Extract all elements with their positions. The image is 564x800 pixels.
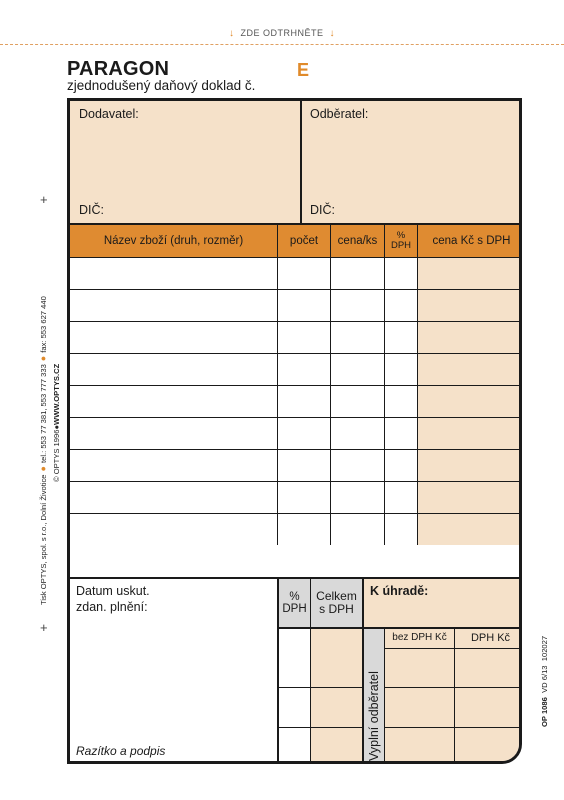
item-name-cell[interactable] <box>70 257 277 289</box>
to-pay-label: K úhradě: <box>370 584 429 598</box>
footer-vat-rate-column <box>277 627 310 764</box>
product-version: VD 6/13 <box>540 665 549 693</box>
item-name-cell[interactable] <box>70 289 277 321</box>
customer-fill-strip <box>362 627 384 764</box>
unit-price-cell[interactable] <box>330 289 384 321</box>
quantity-cell[interactable] <box>277 257 330 289</box>
vat-rate-cell[interactable] <box>384 449 417 481</box>
table-row <box>70 321 522 353</box>
item-name-cell[interactable] <box>70 417 277 449</box>
price-with-vat-cell[interactable] <box>417 385 522 417</box>
vat-rate-cell[interactable] <box>384 353 417 385</box>
quantity-cell[interactable] <box>277 385 330 417</box>
tear-off-label <box>0 28 564 39</box>
vat-rate-cell[interactable] <box>384 289 417 321</box>
column-header-quantity: počet <box>277 225 330 257</box>
customer-tax-label: DIČ: <box>310 203 335 217</box>
footer-total-column[interactable] <box>310 627 362 764</box>
customer-fill-label: Vyplní odběratel <box>367 671 381 761</box>
vat-rate-cell[interactable] <box>384 417 417 449</box>
receipt-form <box>67 98 522 764</box>
product-code <box>540 567 552 727</box>
unit-price-cell[interactable] <box>330 385 384 417</box>
supplier-box[interactable] <box>70 101 302 225</box>
unit-price-cell[interactable] <box>330 417 384 449</box>
vat-rate-cell[interactable] <box>384 481 417 513</box>
items-table-body <box>70 257 522 577</box>
table-row <box>70 513 522 545</box>
series-letter: E <box>297 60 310 80</box>
table-row <box>70 353 522 385</box>
printer-phone: tel.: 553 77 381, 553 777 333 <box>39 364 48 464</box>
vat-amount-header: DPH Kč <box>455 629 522 649</box>
price-with-vat-cell[interactable] <box>417 353 522 385</box>
printer-name: Tisk OPTYS, spol. s r.o., Dolní Životice <box>39 474 48 605</box>
price-with-vat-cell[interactable] <box>417 417 522 449</box>
arrow-down-icon: ↓ <box>329 28 335 39</box>
unit-price-cell[interactable] <box>330 321 384 353</box>
price-with-vat-cell[interactable] <box>417 321 522 353</box>
item-name-cell[interactable] <box>70 449 277 481</box>
item-name-cell[interactable] <box>70 353 277 385</box>
item-name-cell[interactable] <box>70 481 277 513</box>
supplier-label: Dodavatel: <box>79 107 139 121</box>
registration-mark: + <box>40 192 48 207</box>
quantity-cell[interactable] <box>277 321 330 353</box>
date-stamp-box[interactable] <box>70 577 277 764</box>
item-name-cell[interactable] <box>70 385 277 417</box>
quantity-cell[interactable] <box>277 513 330 545</box>
vat-rate-cell[interactable] <box>384 321 417 353</box>
column-header-vat-rate: % DPH <box>384 225 417 257</box>
customer-label: Odběratel: <box>310 107 369 121</box>
stamp-label: Razítko a podpis <box>76 744 166 758</box>
unit-price-cell[interactable] <box>330 481 384 513</box>
footer-total-header: Celkem s DPH <box>310 577 362 627</box>
table-row <box>70 449 522 481</box>
table-row <box>70 417 522 449</box>
table-row <box>70 289 522 321</box>
unit-price-cell[interactable] <box>330 257 384 289</box>
table-row <box>70 481 522 513</box>
unit-price-cell[interactable] <box>330 449 384 481</box>
footer-vat-rate-header: % DPH <box>277 577 310 627</box>
price-with-vat-cell[interactable] <box>417 481 522 513</box>
footer-vat-amount-column[interactable] <box>454 627 522 764</box>
tear-off-text: ZDE ODTRHNĚTE <box>240 28 324 38</box>
unit-price-cell[interactable] <box>330 513 384 545</box>
registration-mark: + <box>40 620 48 635</box>
price-with-vat-cell[interactable] <box>417 449 522 481</box>
printer-fax: fax: 553 627 440 <box>39 296 48 353</box>
tear-off-line <box>0 44 564 45</box>
product-number: 102027 <box>540 635 549 662</box>
quantity-cell[interactable] <box>277 449 330 481</box>
side-imprint-web: © OPTYS 1996●WWW.OPTYS.CZ <box>52 363 61 482</box>
unit-price-cell[interactable] <box>330 353 384 385</box>
price-with-vat-cell[interactable] <box>417 513 522 545</box>
document-title: PARAGON <box>67 58 170 80</box>
vat-rate-cell[interactable] <box>384 513 417 545</box>
table-row <box>70 257 522 289</box>
column-header-unit-price: cena/ks <box>330 225 384 257</box>
without-vat-header: bez DPH Kč <box>385 629 454 649</box>
footer-without-vat-column[interactable] <box>384 627 454 764</box>
column-header-item-name: Název zboží (druh, rozměr) <box>70 225 277 257</box>
side-imprint: Tisk OPTYS, spol. s r.o., Dolní Životice●tel.: 553 77 381, 553 777 333●fax: 553 627 440 <box>38 296 48 605</box>
customer-box[interactable] <box>300 101 519 225</box>
web-address: WWW.OPTYS.CZ <box>52 363 61 425</box>
column-header-price-with-vat: cena Kč s DPH <box>417 225 522 257</box>
product-code-id: OP 1086 <box>540 697 549 727</box>
price-with-vat-cell[interactable] <box>417 289 522 321</box>
price-with-vat-cell[interactable] <box>417 257 522 289</box>
to-pay-box[interactable] <box>362 577 522 627</box>
copyright: © OPTYS 1996 <box>52 429 61 482</box>
date-label: Datum uskut. zdan. plnění: <box>76 584 150 614</box>
arrow-down-icon: ↓ <box>229 28 235 39</box>
vat-rate-cell[interactable] <box>384 385 417 417</box>
item-name-cell[interactable] <box>70 513 277 545</box>
quantity-cell[interactable] <box>277 353 330 385</box>
table-row <box>70 385 522 417</box>
item-name-cell[interactable] <box>70 321 277 353</box>
quantity-cell[interactable] <box>277 289 330 321</box>
supplier-tax-label: DIČ: <box>79 203 104 217</box>
quantity-cell[interactable] <box>277 417 330 449</box>
vat-rate-cell[interactable] <box>384 257 417 289</box>
document-subtitle: zjednodušený daňový doklad č. <box>67 78 256 93</box>
quantity-cell[interactable] <box>277 481 330 513</box>
